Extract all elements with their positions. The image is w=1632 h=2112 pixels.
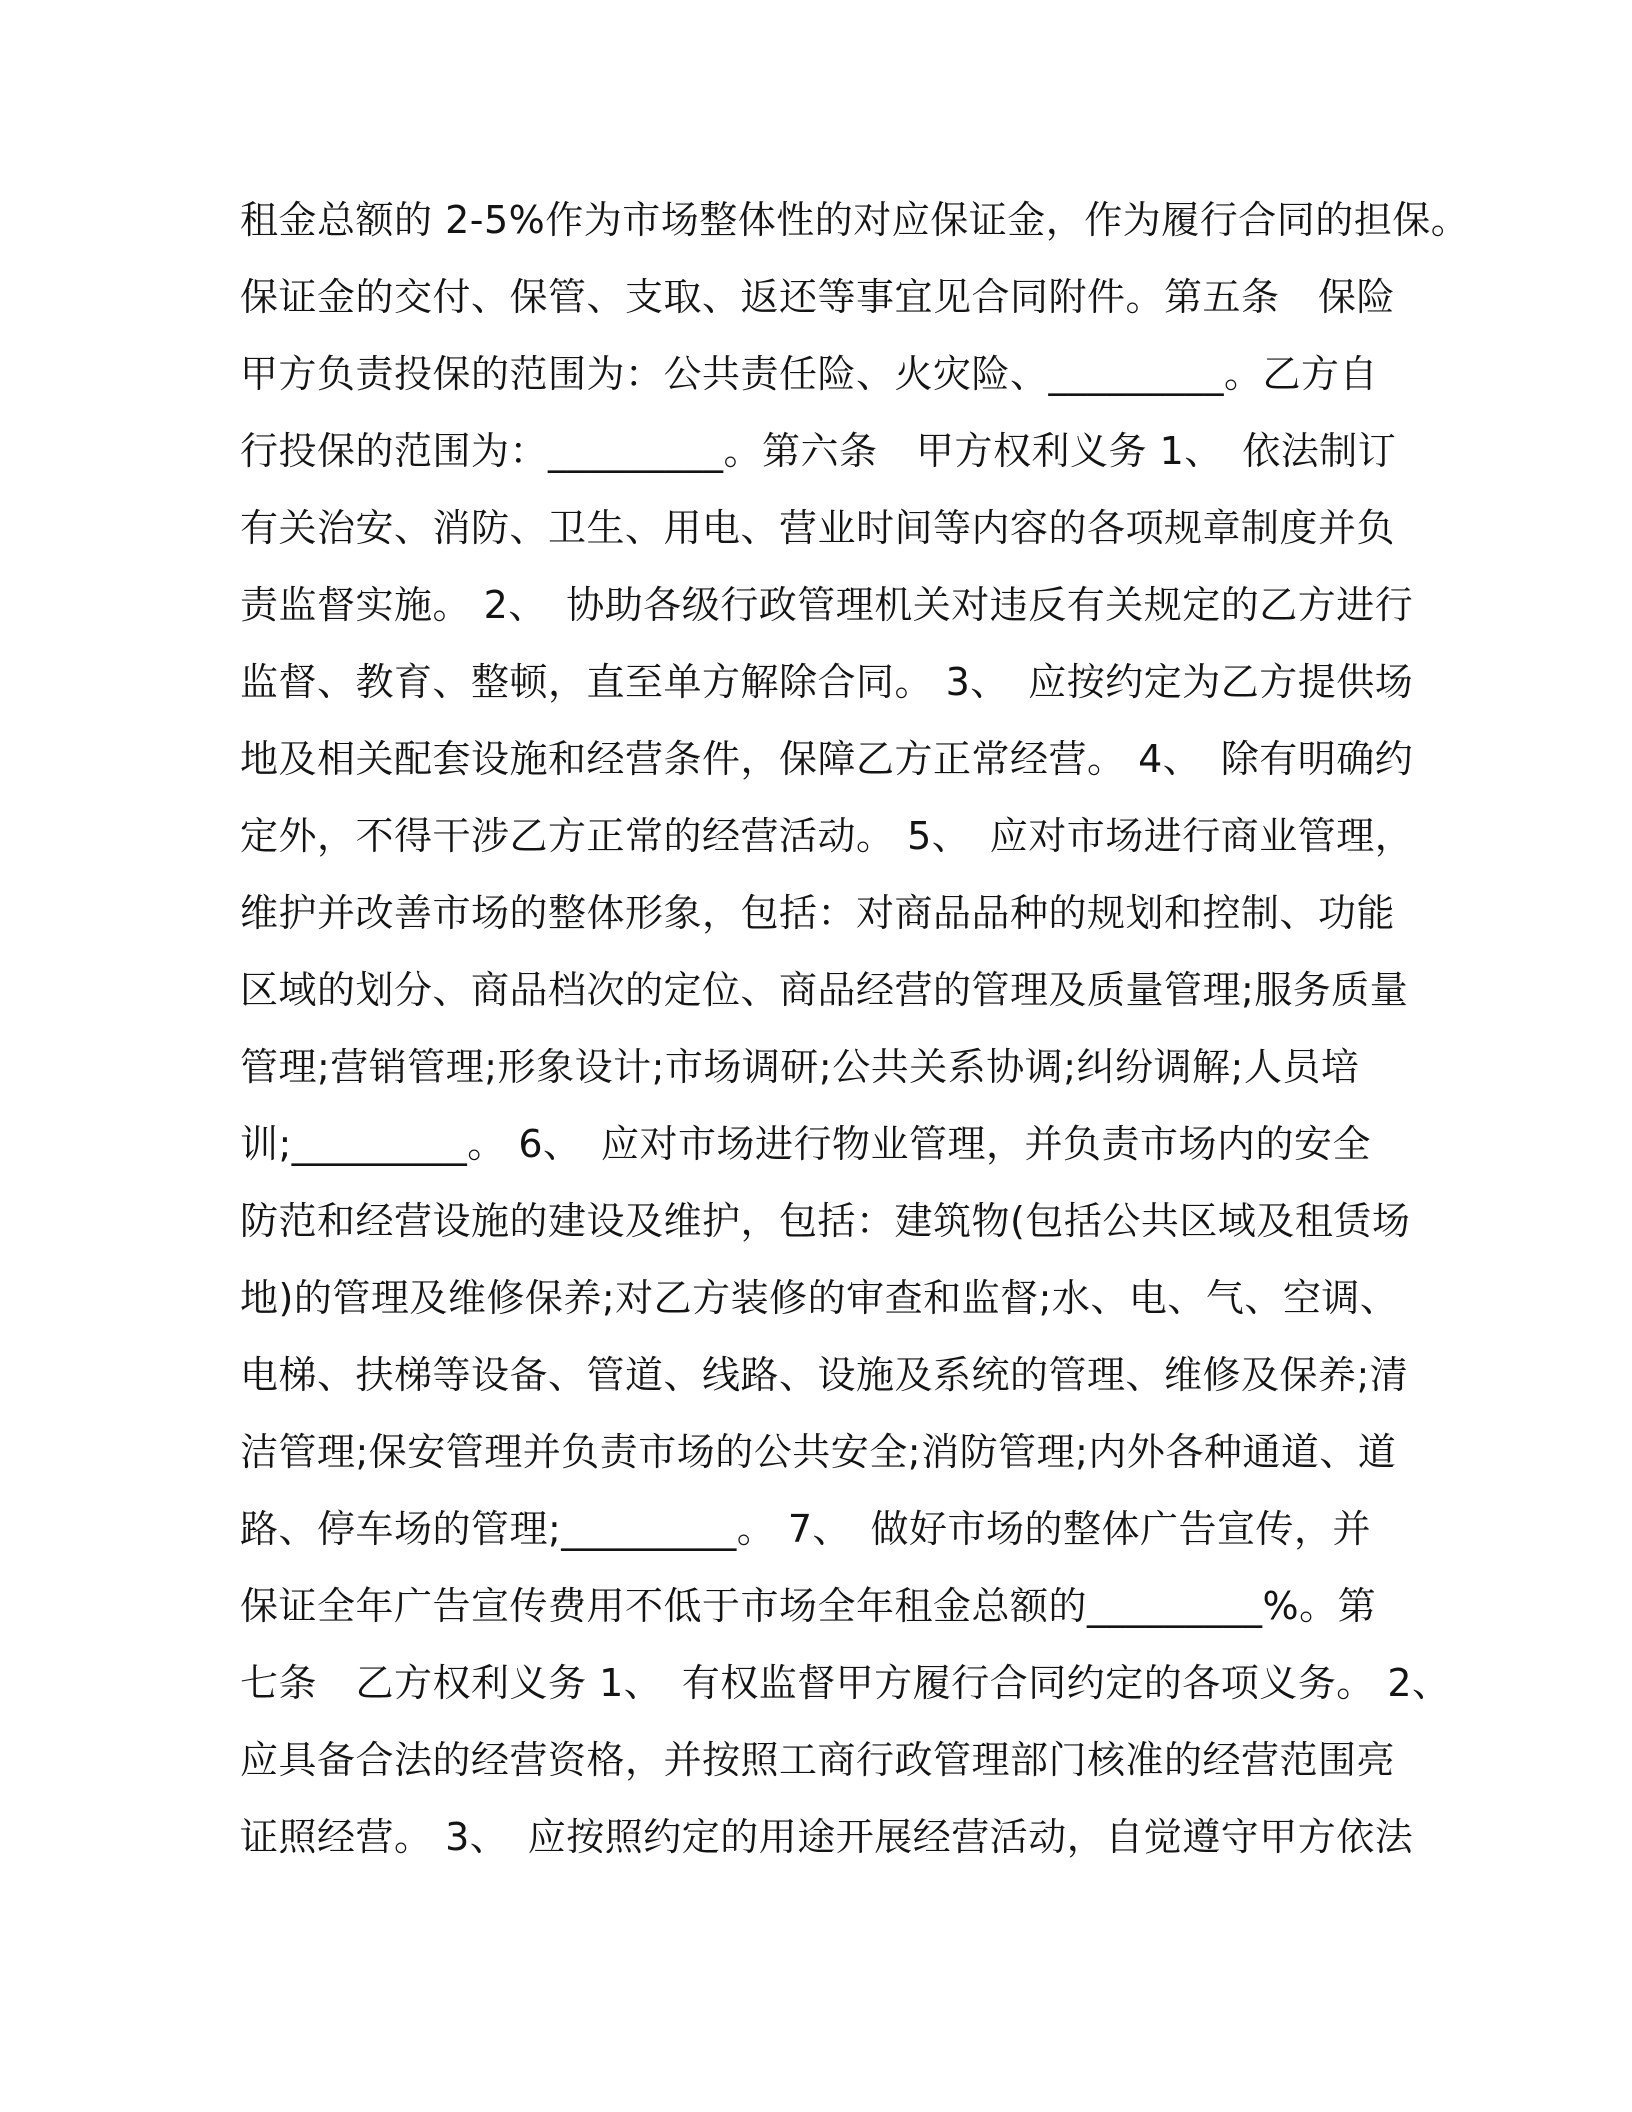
text-line: 监督、教育、整顿，直至单方解除合同。 3、 应按约定为乙方提供场 [240, 660, 1414, 704]
text-line: 管理;营销管理;形象设计;市场调研;公共关系协调;纠纷调解;人员培 [240, 1045, 1360, 1089]
text-line: 路、停车场的管理;_________。 7、 做好市场的整体广告宣传，并 [240, 1507, 1372, 1551]
text-line: 租金总额的 2-5%作为市场整体性的对应保证金，作为履行合同的担保。 [240, 198, 1470, 242]
text-line: 七条 乙方权利义务 1、 有权监督甲方履行合同约定的各项义务。 2、 [240, 1661, 1451, 1705]
text-line: 行投保的范围为：_________。第六条 甲方权利义务 1、 依法制订 [240, 429, 1397, 473]
text-line: 防范和经营设施的建设及维护，包括：建筑物(包括公共区域及租赁场 [240, 1199, 1411, 1243]
text-line: 电梯、扶梯等设备、管道、线路、设施及系统的管理、维修及保养;清 [240, 1353, 1409, 1397]
text-line: 定外，不得干涉乙方正常的经营活动。 5、 应对市场进行商业管理， [240, 814, 1414, 858]
text-line: 责监督实施。 2、 协助各级行政管理机关对违反有关规定的乙方进行 [240, 583, 1414, 627]
text-line: 证照经营。 3、 应按照约定的用途开展经营活动，自觉遵守甲方依法 [240, 1815, 1414, 1859]
text-line: 有关治安、消防、卫生、用电、营业时间等内容的各项规章制度并负 [240, 506, 1396, 550]
text-line: 区域的划分、商品档次的定位、商品经营的管理及质量管理;服务质量 [240, 968, 1409, 1012]
text-line: 地及相关配套设施和经营条件，保障乙方正常经营。 4、 除有明确约 [240, 737, 1414, 781]
text-line: 保证全年广告宣传费用不低于市场全年租金总额的_________%。第 [240, 1584, 1377, 1628]
text-line: 地)的管理及维修保养;对乙方装修的审查和监督;水、电、气、空调、 [240, 1276, 1399, 1320]
contract-text-body [240, 190, 1470, 1884]
text-line: 维护并改善市场的整体形象，包括：对商品品种的规划和控制、功能 [240, 891, 1396, 935]
text-line: 应具备合法的经营资格，并按照工商行政管理部门核准的经营范围亮 [240, 1738, 1396, 1782]
text-line: 保证金的交付、保管、支取、返还等事宜见合同附件。第五条 保险 [240, 275, 1396, 319]
text-line: 训;_________。 6、 应对市场进行物业管理，并负责市场内的安全 [240, 1122, 1372, 1166]
text-line: 甲方负责投保的范围为：公共责任险、火灾险、_________。乙方自 [240, 352, 1379, 396]
text-line: 洁管理;保安管理并负责市场的公共安全;消防管理;内外各种通道、道 [240, 1430, 1397, 1474]
